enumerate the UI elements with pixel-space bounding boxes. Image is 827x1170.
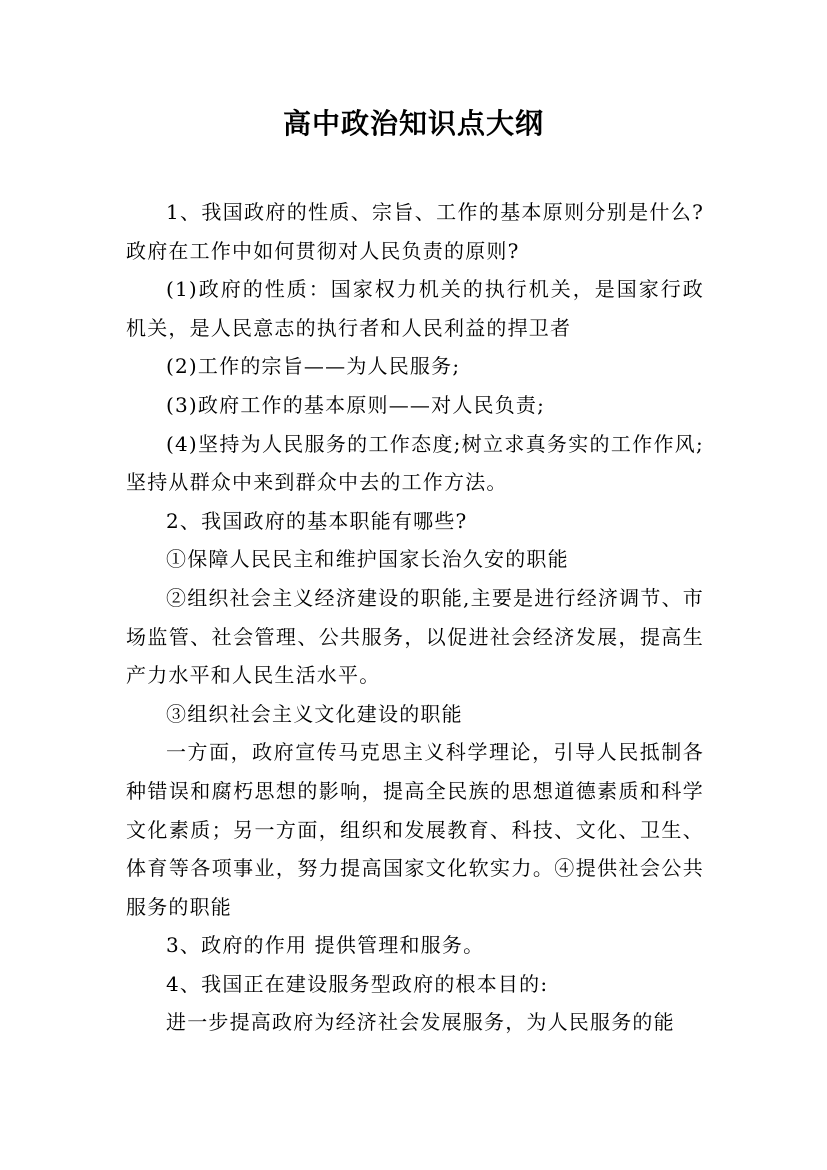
- document-body: [126, 193, 704, 1042]
- paragraph: (2)工作的宗旨——为人民服务;: [166, 354, 461, 379]
- paragraph: 一方面，政府宣传马克思主义科学理论，引导人民抵制各种错误和腐朽思想的影响，提高全民族的思想道德素质和科学文化素质；另一方面，组织和发展教育、科技、文化、卫生、体育等各项事业，努力提高国家文化软实力。④提供社会公共服务的职能: [126, 740, 704, 919]
- document-title: 高中政治知识点大纲: [282, 107, 544, 140]
- paragraph: ②组织社会主义经济建设的职能,主要是进行经济调节、市场监管、社会管理、公共服务，以促进社会经济发展，提高生产力水平和人民生活水平。: [126, 585, 704, 688]
- paragraph: ③组织社会主义文化建设的职能: [166, 701, 463, 726]
- paragraph: ①保障人民民主和维护国家长治久安的职能: [166, 547, 569, 572]
- paragraph: (4)坚持为人民服务的工作态度;树立求真务实的工作作风;坚持从群众中来到群众中去的工作方法。: [126, 431, 704, 495]
- paragraph: (3)政府工作的基本原则——对人民负责;: [166, 392, 546, 417]
- paragraph: 进一步提高政府为经济社会发展服务，为人民服务的能: [166, 1010, 675, 1035]
- paragraph: 3、政府的作用 提供管理和服务。: [166, 933, 485, 958]
- paragraph: (1)政府的性质：国家权力机关的执行机关，是国家行政机关，是人民意志的执行者和人民利益的捍卫者: [126, 277, 704, 340]
- paragraph: 2、我国政府的基本职能有哪些?: [166, 508, 468, 533]
- paragraph: 4、我国正在建设服务型政府的根本目的:: [166, 971, 549, 996]
- paragraph: 1、我国政府的性质、宗旨、工作的基本原则分别是什么?政府在工作中如何贯彻对人民负责的原则?: [126, 200, 704, 263]
